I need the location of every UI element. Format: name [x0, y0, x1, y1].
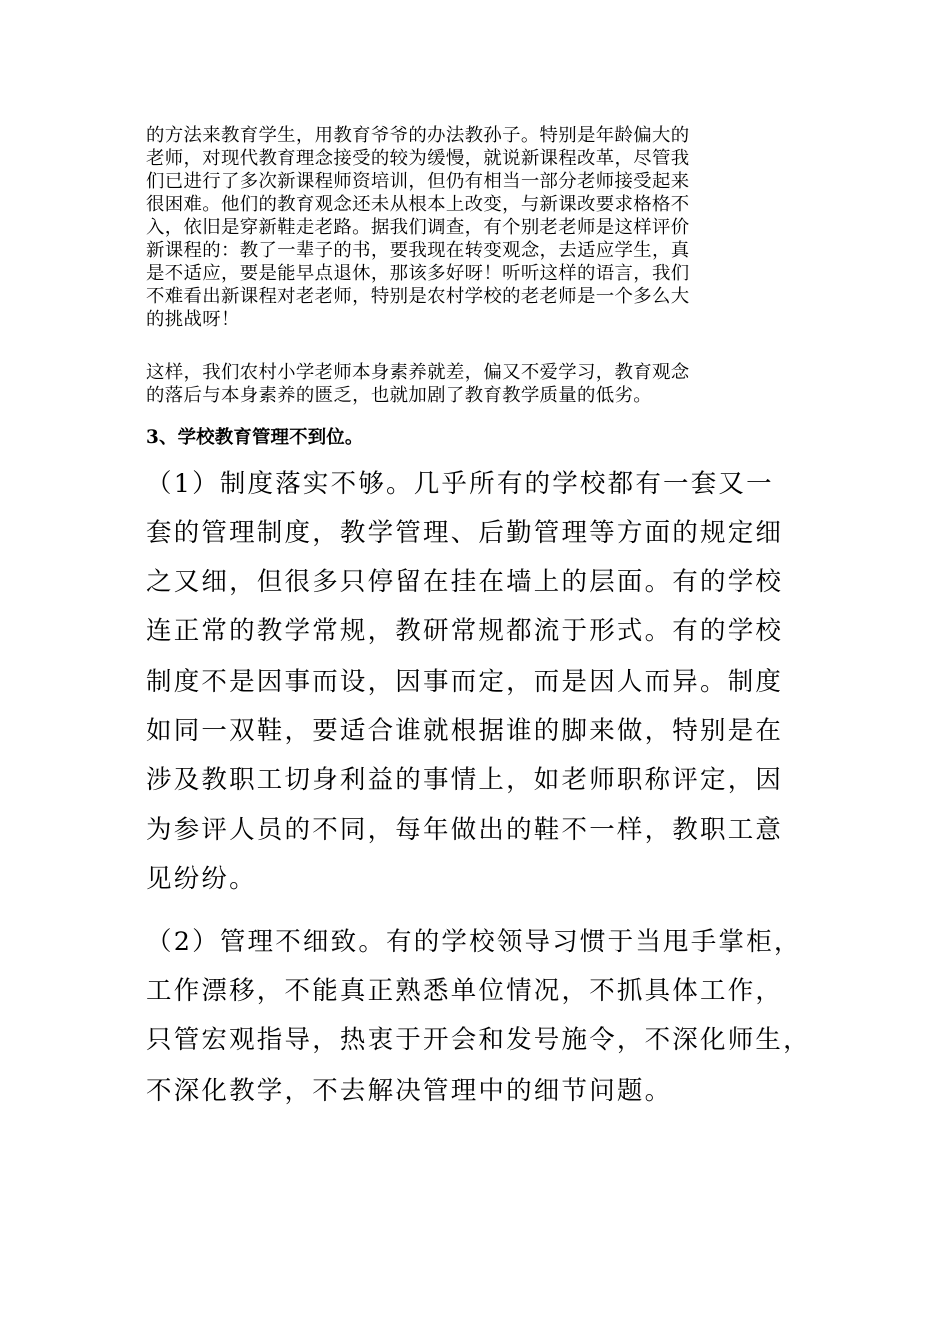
paragraph-2-line-1: 这样，我们农村小学老师本身素养就差，偏又不爱学习，教育观念 [146, 362, 690, 383]
paragraph-3-line-3: 之又细，但很多只停留在挂在墙上的层面。有的学校 [146, 567, 784, 597]
paragraph-4-line-4: 不深化教学，不去解决管理中的细节问题。 [146, 1076, 673, 1106]
paragraph-2-line-2: 的落后与本身素养的匮乏，也就加剧了教育教学质量的低劣。 [146, 385, 652, 406]
paragraph-1-line-2: 老师，对现代教育理念接受的较为缓慢，就说新课程改革，尽管我 [146, 148, 690, 169]
paragraph-3-line-2: 套的管理制度，教学管理、后勤管理等方面的规定细 [146, 518, 784, 548]
paragraph-3-line-1: （1）制度落实不够。几乎所有的学校都有一套又一 [146, 469, 774, 499]
paragraph-1-line-5: 入，依旧是穿新鞋走老路。据我们调查，有个别老老师是这样评价 [146, 217, 690, 238]
paragraph-3-line-7: 涉及教职工切身利益的事情上，如老师职称评定，因 [146, 765, 784, 795]
paragraph-4-line-3: 只管宏观指导，热衷于开会和发号施令，不深化师生， [146, 1025, 811, 1055]
paragraph-1-line-6: 新课程的：教了一辈子的书，要我现在转变观念，去适应学生，真 [146, 240, 690, 261]
paragraph-4-line-1: （2）管理不细致。有的学校领导习惯于当甩手掌柜， [146, 927, 802, 957]
paragraph-1-line-3: 们已进行了多次新课程师资培训，但仍有相当一部分老师接受起来 [146, 171, 690, 192]
paragraph-3-line-8: 为参评人员的不同，每年做出的鞋不一样，教职工意 [146, 815, 784, 845]
section-heading: 3、学校教育管理不到位。 [146, 427, 364, 448]
paragraph-3-line-6: 如同一双鞋，要适合谁就根据谁的脚来做，特别是在 [146, 716, 784, 746]
paragraph-4-line-2: 工作漂移，不能真正熟悉单位情况，不抓具体工作， [146, 976, 784, 1006]
paragraph-1-line-4: 很困难。他们的教育观念还未从根本上改变，与新课改要求格格不 [146, 194, 690, 215]
paragraph-1-line-1: 的方法来教育学生，用教育爷爷的办法教孙子。特别是年龄偏大的 [146, 125, 690, 146]
paragraph-3-line-5: 制度不是因事而设，因事而定，而是因人而异。制度 [146, 667, 784, 697]
paragraph-1-line-8: 不难看出新课程对老老师，特别是农村学校的老老师是一个多么大 [146, 286, 690, 307]
paragraph-3-line-9: 见纷纷。 [146, 864, 257, 894]
paragraph-1-line-7: 是不适应，要是能早点退休，那该多好呀！听听这样的语言，我们 [146, 263, 690, 284]
paragraph-1-line-9: 的挑战呀！ [146, 309, 240, 330]
paragraph-3-line-4: 连正常的教学常规，教研常规都流于形式。有的学校 [146, 616, 784, 646]
